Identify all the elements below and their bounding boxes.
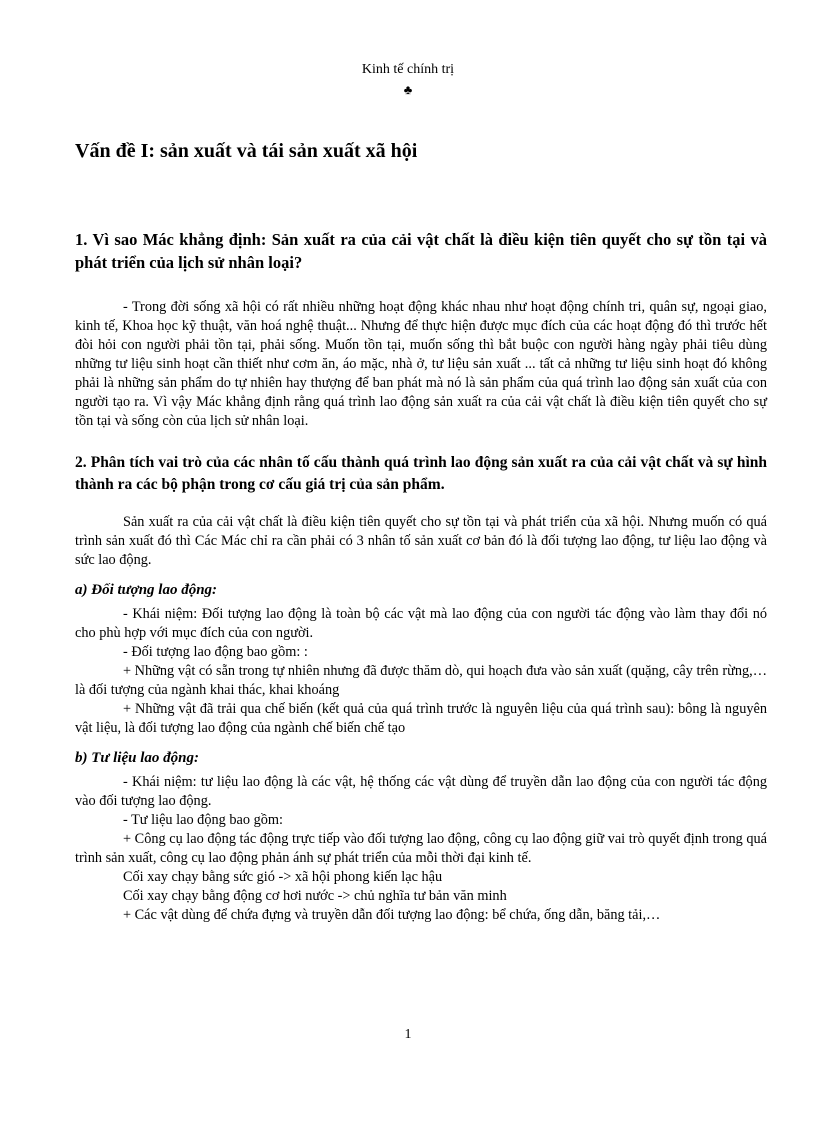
section-b-heading: b) Tư liệu lao động: — [75, 750, 199, 766]
document-body — [75, 228, 767, 925]
page-number: 1 — [404, 1027, 412, 1042]
question-1-title: 1. Vì sao Mác khẳng định: Sản xuất ra của cải vật chất là điều kiện tiên quyết cho sự tồn tại và phát triển của lịch sử nhân loại? — [75, 230, 767, 272]
question-2-intro: Sản xuất ra của cải vật chất là điều kiện tiên quyết cho sự tồn tại và phát triển của xã hội. Nhưng muốn có quá trình sản xuất đó thì Các Mác chỉ ra cần phải có 3 nhân tố sản xuất cơ bản đó là đối tượng lao động, tư liệu lao động và sức lao động. — [75, 514, 767, 568]
section-a-line: + Những vật đã trải qua chế biến (kết quả của quá trình trước là nguyên liệu của quá trình sau): bông là nguyên vật liệu, là đối tượng lao động của ngành chế biến chế tạo — [75, 701, 767, 736]
section-a-line: - Đối tượng lao động bao gồm: : — [123, 644, 308, 660]
section-b-line: + Các vật dùng để chứa đựng và truyền dẫn đối tượng lao động: bể chứa, ống dẫn, băng tải,… — [123, 907, 661, 923]
chapter-title: Vấn đề I: sản xuất và tái sản xuất xã hội — [75, 140, 418, 162]
question-2-title: 2. Phân tích vai trò của các nhân tố cấu thành quá trình lao động sản xuất ra của cải vật chất và sự hình thành ra các bộ phận trong cơ cấu giá trị của sản phẩm. — [75, 454, 767, 493]
question-1-paragraph: - Trong đời sống xã hội có rất nhiều những hoạt động khác nhau như hoạt động chính tri, quân sự, ngoại giao, kinh tế, Khoa học kỹ thuật, văn hoá nghệ thuật... Nhưng để thực hiện được mục đích của các hoạt động đó thì trước hết đòi hỏi con người phải tồn tại, phải sống. Muốn tồn tại, muốn sống thì bắt buộc con người hàng ngày phải tiêu dùng những tư liệu sinh hoạt cần thiết như cơm ăn, áo mặc, nhà ở, tư liệu sản xuất ... tất cả những tư liệu sinh hoạt đó không phải là những sản phẩm do tự nhiên hay thượng để ban phát mà nó là sản phẩm của quá trình lao động sản xuất của con người tạo ra. Vì vậy Mác khẳng định rằng quá trình lao động sản xuất ra của cải vật chất là điều kiện tiên quyết cho sự tồn tại và sống còn của lịch sử nhân loại. — [75, 299, 767, 429]
running-header: Kinh tế chính trị — [361, 62, 455, 77]
section-b-line: - Tư liệu lao động bao gồm: — [123, 812, 283, 828]
section-b-line: + Công cụ lao động tác động trực tiếp vào đối tượng lao động, công cụ lao động giữ vai trò quyết định trong quá trình sản xuất, công cụ lao động phản ánh sự phát triển của mỗi thời đại kinh tế. — [75, 831, 767, 866]
section-b-line: Cối xay chạy bằng sức gió -> xã hội phong kiến lạc hậu — [123, 869, 443, 885]
section-b-line: - Khái niệm: tư liệu lao động là các vật, hệ thống các vật dùng để truyền dẫn lao động của con người tác động vào đối tượng lao động. — [75, 774, 767, 809]
section-a-heading: a) Đối tượng lao động: — [75, 582, 218, 598]
club-ornament-icon: ♣ — [403, 82, 413, 97]
section-a-line: + Những vật có sẵn trong tự nhiên nhưng đã được thăm dò, qui hoạch đưa vào sản xuất (quặng, cây trên rừng,…là đối tượng của ngành khai thác, khai khoáng — [75, 663, 767, 698]
section-a-line: - Khái niệm: Đối tượng lao động là toàn bộ các vật mà lao động của con người tác động vào làm thay đổi nó cho phù hợp với mục đích của con người. — [75, 606, 767, 641]
section-b-line: Cối xay chạy bằng động cơ hơi nước -> chủ nghĩa tư bản văn minh — [123, 888, 507, 904]
